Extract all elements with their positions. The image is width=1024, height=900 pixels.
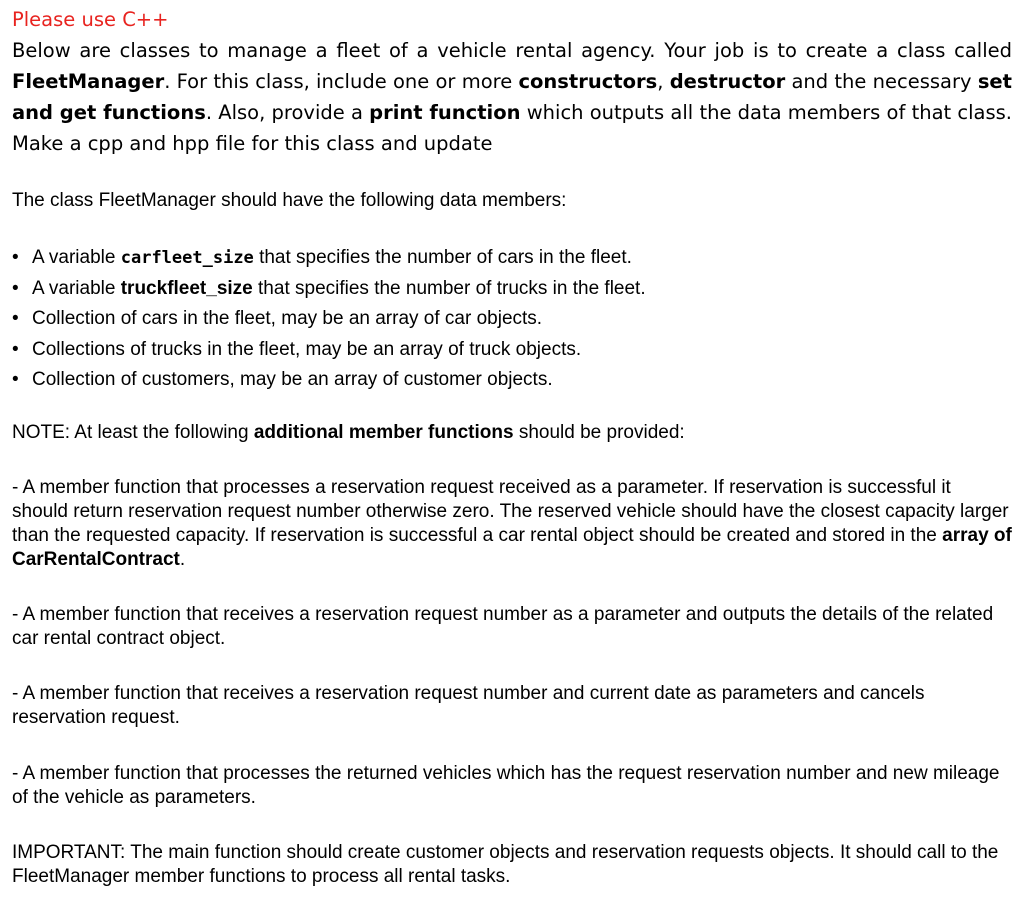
bullet-text: Collection of customers, may be an array of customer objects. [32,369,553,390]
function-output-details: - A member function that receives a reservation request number as a parameter and outputs the details of the related car rental contract object. [12,604,994,649]
task-text: , [657,70,670,93]
list-item [12,365,646,396]
language-note: Please use C++ [12,8,169,31]
task-text: which outputs all the data members of that class. Make a cpp and hpp file for this class and update [12,101,1012,155]
bullet-text: that specifies the number of cars in the fleet. [253,247,632,268]
note-text: should be provided: [513,422,685,443]
bullet-bold: truckfleet_size [120,277,253,299]
bullet-icon: • [12,277,19,299]
bullet-icon: • [12,247,19,268]
function-text: - A member function that processes a reservation request received as a parameter. If reservation is successful it should return reservation request number otherwise zero. The reserved vehicle should have the closest capacity larger than the requested capacity. If reservation is successful a car rental object should be created and stored in the [12,477,1009,546]
function-cancel-reservation: - A member function that receives a reservation request number and current date as parameters and cancels reservation request. [12,683,925,728]
task-bold-constructors: constructors [518,70,658,93]
bullet-icon: • [12,369,19,390]
members-heading: The class FleetManager should have the following data members: [12,190,567,211]
task-bold-print: print function [369,101,521,124]
bullet-text: Collection of cars in the fleet, may be an array of car objects. [32,308,543,329]
task-text: . Also, provide a [205,101,370,124]
intro-section [12,4,1012,159]
function-bold: array of CarRentalContract [12,525,1012,570]
bullet-icon: • [12,338,19,360]
task-bold-setget: set and get functions [12,70,1012,124]
note-line [12,421,1012,445]
task-text: and the necessary [785,70,978,93]
task-text: . For this class, include one or more [164,70,519,93]
task-bold-classname: FleetManager [12,70,165,93]
bullet-text: that specifies the number of trucks in the fleet. [252,277,646,299]
function-text: . [179,549,186,570]
task-text: Below are classes to manage a fleet of a vehicle rental agency. Your job is to create a class called [12,39,1012,62]
members-list [12,243,646,396]
list-item [12,335,646,366]
bullet-text: Collections of trucks in the fleet, may be an array of truck objects. [32,338,582,360]
list-item [12,304,646,335]
bullet-icon: • [12,308,19,329]
list-item [12,274,646,305]
function-return-vehicle: - A member function that processes the returned vehicles which has the request reservation number and new mileage of the vehicle as parameters. [12,763,1000,808]
bullet-code: carfleet_size [120,248,254,268]
task-bold-destructor: destructor [669,70,786,93]
important-note: IMPORTANT: The main function should create customer objects and reservation requests objects. It should call to the FleetManager member functions to process all rental tasks. [12,842,999,887]
function-reservation-request [12,476,1012,572]
note-bold: additional member functions [253,422,514,443]
task-description [12,35,1012,159]
bullet-text: A variable [32,247,121,268]
list-item [12,243,646,274]
bullet-text: A variable [32,277,121,299]
note-text: NOTE: At least the following [12,422,254,443]
